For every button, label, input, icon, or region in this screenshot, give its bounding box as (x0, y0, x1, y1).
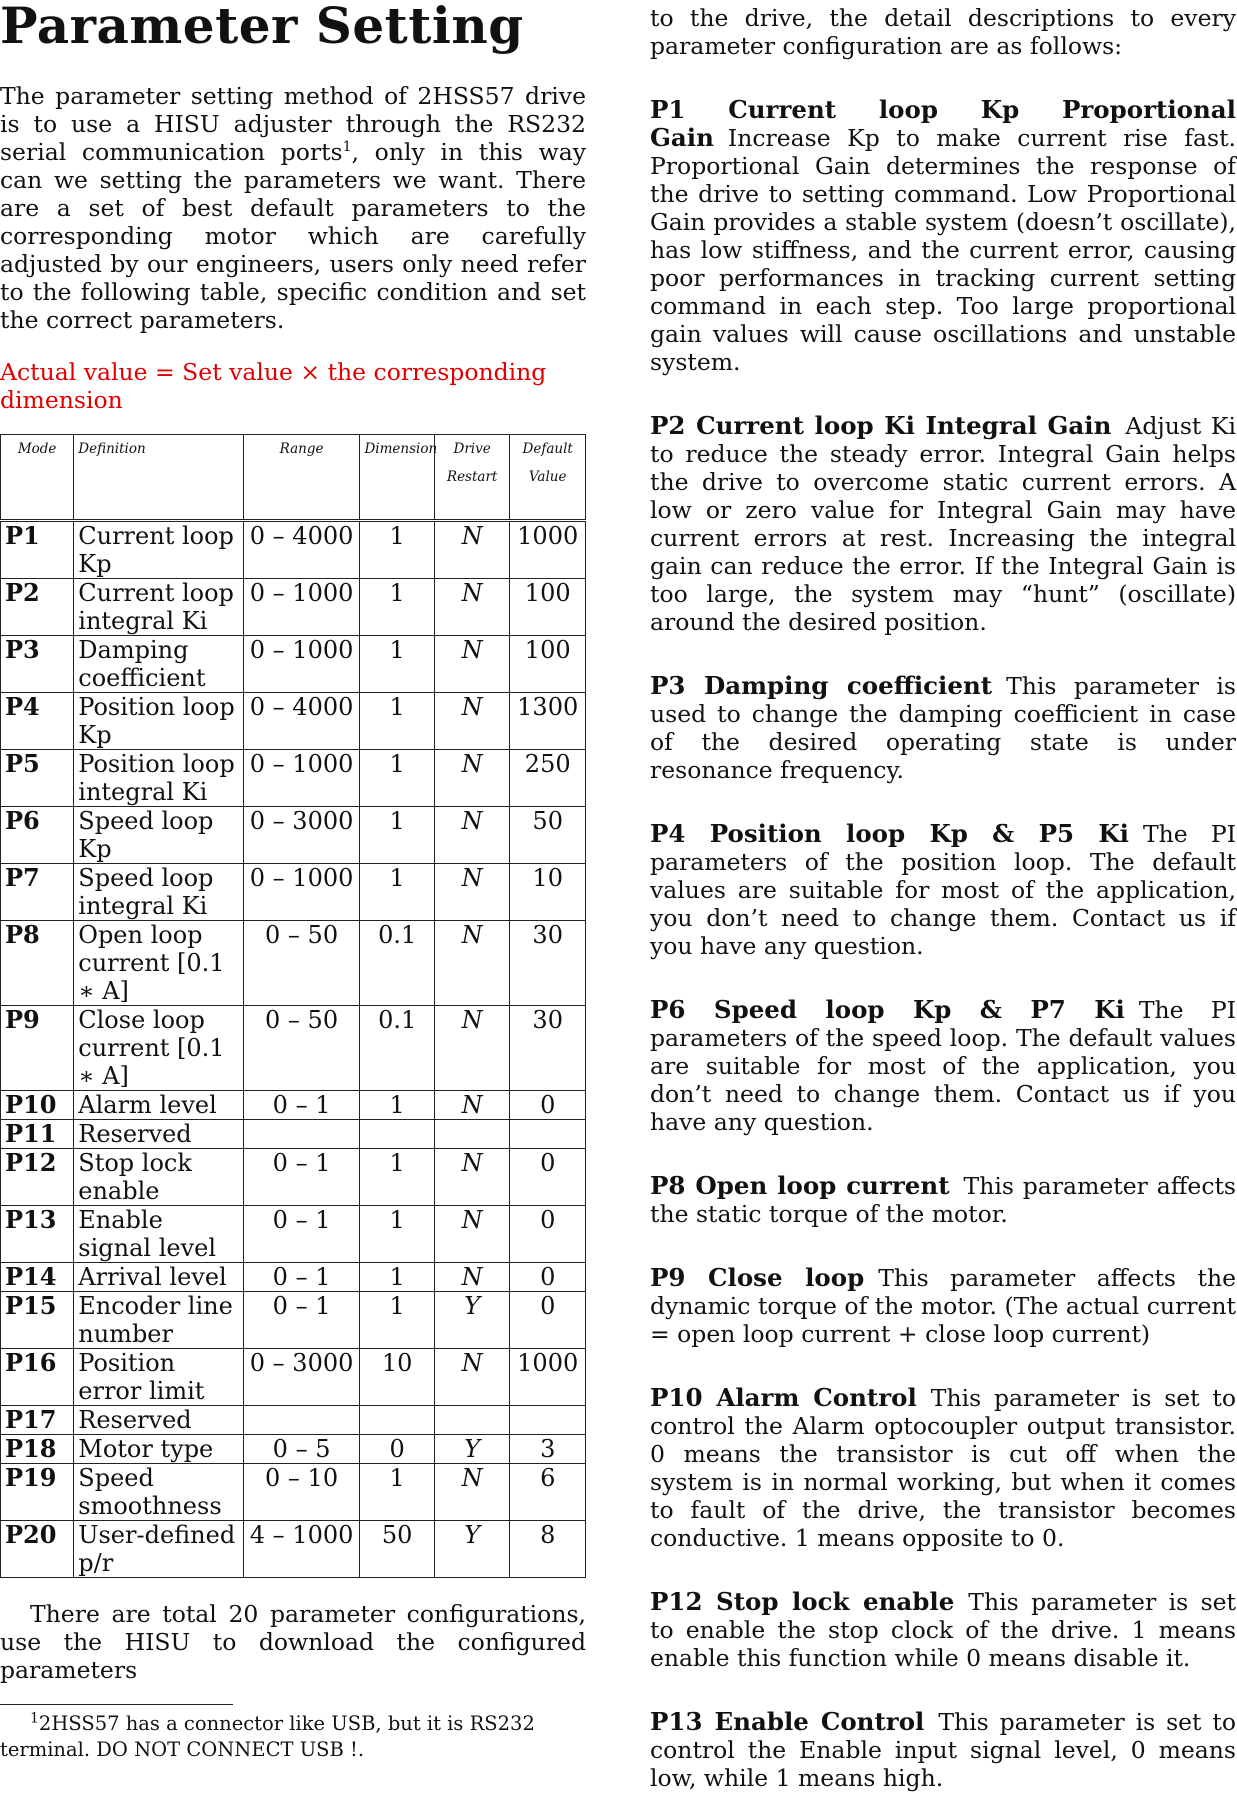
cell-default-value: 6 (510, 1464, 586, 1521)
table-row (1, 579, 586, 636)
table-row (1, 1406, 586, 1435)
cell-mode: P2 (1, 579, 74, 636)
parameter-description (650, 1384, 1236, 1552)
cell-definition: Encoder line number (74, 1292, 243, 1349)
cell-definition: Position error limit (74, 1349, 243, 1406)
cell-dimension: 1 (360, 864, 434, 921)
cell-dimension: 1 (360, 750, 434, 807)
table-row (1, 1120, 586, 1149)
cell-definition: Position loop integral Ki (74, 750, 243, 807)
cell-default-value: 250 (510, 750, 586, 807)
parameter-heading: P1 Current loop Kp Proportional Gain (650, 95, 1236, 152)
cell-mode: P16 (1, 1349, 74, 1406)
cell-range: 0 – 3000 (243, 807, 360, 864)
cell-definition: Arrival level (74, 1263, 243, 1292)
cell-dimension: 1 (360, 693, 434, 750)
cell-default-value: 0 (510, 1292, 586, 1349)
cell-drive-restart: Y (434, 1435, 510, 1464)
cell-dimension: 1 (360, 807, 434, 864)
table-row (1, 1091, 586, 1120)
footnote-ref: 1 (342, 139, 352, 156)
table-row (1, 636, 586, 693)
parameter-description (650, 996, 1236, 1136)
cell-drive-restart: N (434, 1349, 510, 1406)
cell-definition: Reserved (74, 1120, 243, 1149)
parameter-text: The PI parameters of the speed loop. The default values are suitable for most of the application, you don’t need to change them. Contact us if you have any question. (650, 996, 1236, 1136)
cell-range: 0 – 1000 (243, 864, 360, 921)
cell-definition: Speed loop integral Ki (74, 864, 243, 921)
cell-range: 0 – 50 (243, 921, 360, 1006)
cell-mode: P1 (1, 521, 74, 579)
cell-dimension: 0.1 (360, 1006, 434, 1091)
parameter-text: Adjust Ki to reduce the steady error. Integral Gain helps the drive to overcome static current errors. A low or zero value for Integral Gain may have current errors at rest. Increasing the integral gain can reduce the error. If the Integral Gain is too large, the system may “hunt” (oscillate) around the desired position. (650, 412, 1236, 636)
parameter-text: The PI parameters of the position loop. The default values are suitable for most of the application, you don’t need to change them. Contact us if you have any question. (650, 820, 1236, 960)
cell-mode: P10 (1, 1091, 74, 1120)
cell-definition: Alarm level (74, 1091, 243, 1120)
cell-default-value: 0 (510, 1206, 586, 1263)
intro-text-part1: The parameter setting method of 2HSS57 drive is to use a HISU adjuster through the RS232 serial communication ports (0, 82, 586, 166)
cell-drive-restart (434, 1406, 510, 1435)
parameter-descriptions (650, 96, 1236, 1792)
cell-range: 0 – 5 (243, 1435, 360, 1464)
cell-default-value: 10 (510, 864, 586, 921)
cell-range: 0 – 10 (243, 1464, 360, 1521)
cell-default-value: 30 (510, 921, 586, 1006)
right-intro: to the drive, the detail descriptions to every parameter configuration are as follows: (650, 4, 1236, 60)
table-row (1, 1206, 586, 1263)
table-row (1, 1263, 586, 1292)
parameter-text: This parameter is used to change the damping coefficient in case of the desired operating state is under resonance frequency. (650, 672, 1236, 784)
cell-default-value: 1300 (510, 693, 586, 750)
cell-mode: P5 (1, 750, 74, 807)
cell-range: 0 – 1 (243, 1206, 360, 1263)
cell-dimension: 0.1 (360, 921, 434, 1006)
cell-dimension: 1 (360, 1206, 434, 1263)
cell-range (243, 1120, 360, 1149)
parameter-heading: P2 Current loop Ki Integral Gain (650, 411, 1112, 440)
left-column (0, 0, 586, 1763)
parameter-text: This parameter affects the static torque of the motor. (650, 1172, 1236, 1228)
cell-range: 0 – 1000 (243, 750, 360, 807)
cell-default-value: 1000 (510, 521, 586, 579)
table-body (1, 521, 586, 1578)
cell-mode: P20 (1, 1521, 74, 1578)
cell-drive-restart: N (434, 579, 510, 636)
footnote (0, 1711, 586, 1763)
cell-mode: P15 (1, 1292, 74, 1349)
cell-mode: P13 (1, 1206, 74, 1263)
cell-dimension: 1 (360, 579, 434, 636)
parameter-heading: P4 Position loop Kp & P5 Ki (650, 819, 1129, 848)
table-row (1, 1006, 586, 1091)
cell-dimension: 0 (360, 1435, 434, 1464)
parameter-heading: P13 Enable Control (650, 1707, 925, 1736)
table-row (1, 521, 586, 579)
table-row (1, 750, 586, 807)
cell-mode: P17 (1, 1406, 74, 1435)
cell-range: 0 – 1 (243, 1091, 360, 1120)
cell-drive-restart: N (434, 864, 510, 921)
cell-definition: Reserved (74, 1406, 243, 1435)
cell-default-value: 3 (510, 1435, 586, 1464)
table-row (1, 693, 586, 750)
cell-definition: User-defined p/r (74, 1521, 243, 1578)
cell-range: 0 – 4000 (243, 521, 360, 579)
cell-drive-restart: N (434, 1149, 510, 1206)
cell-mode: P6 (1, 807, 74, 864)
header-range: Range (243, 435, 360, 521)
cell-range: 0 – 1000 (243, 579, 360, 636)
cell-default-value: 0 (510, 1091, 586, 1120)
cell-default-value: 0 (510, 1149, 586, 1206)
cell-mode: P7 (1, 864, 74, 921)
cell-mode: P18 (1, 1435, 74, 1464)
cell-drive-restart: N (434, 1464, 510, 1521)
table-row (1, 1464, 586, 1521)
header-default-value: Default Value (510, 435, 586, 521)
cell-dimension: 1 (360, 1292, 434, 1349)
header-dimension: Dimension (360, 435, 434, 521)
parameter-description (650, 1588, 1236, 1672)
cell-drive-restart: N (434, 921, 510, 1006)
cell-mode: P12 (1, 1149, 74, 1206)
cell-definition: Current loop Kp (74, 521, 243, 579)
cell-definition: Enable signal level (74, 1206, 243, 1263)
table-row (1, 1435, 586, 1464)
cell-range: 4 – 1000 (243, 1521, 360, 1578)
cell-mode: P3 (1, 636, 74, 693)
table-row (1, 1521, 586, 1578)
parameter-description (650, 1172, 1236, 1228)
table-row (1, 921, 586, 1006)
cell-dimension (360, 1406, 434, 1435)
parameter-description (650, 1264, 1236, 1348)
cell-definition: Close loop current [0.1 ∗ A] (74, 1006, 243, 1091)
footnote-mark: 1 (30, 1710, 39, 1727)
parameter-description (650, 1708, 1236, 1792)
cell-dimension: 50 (360, 1521, 434, 1578)
cell-drive-restart (434, 1120, 510, 1149)
table-row (1, 1349, 586, 1406)
cell-drive-restart: N (434, 750, 510, 807)
cell-dimension: 10 (360, 1349, 434, 1406)
cell-range: 0 – 50 (243, 1006, 360, 1091)
cell-range (243, 1406, 360, 1435)
actual-value-note: Actual value = Set value × the corresponding dimension (0, 358, 547, 414)
parameter-heading: P6 Speed loop Kp & P7 Ki (650, 995, 1125, 1024)
cell-drive-restart: Y (434, 1521, 510, 1578)
cell-range: 0 – 3000 (243, 1349, 360, 1406)
cell-definition: Motor type (74, 1435, 243, 1464)
cell-definition: Speed loop Kp (74, 807, 243, 864)
intro-paragraph (0, 82, 586, 334)
cell-dimension: 1 (360, 521, 434, 579)
parameter-text: This parameter affects the dynamic torque of the motor. (The actual current = open loop current + close loop current) (650, 1264, 1236, 1348)
table-row (1, 864, 586, 921)
cell-mode: P8 (1, 921, 74, 1006)
cell-range: 0 – 1000 (243, 636, 360, 693)
parameter-heading: P12 Stop lock enable (650, 1587, 955, 1616)
cell-drive-restart: N (434, 1206, 510, 1263)
cell-dimension: 1 (360, 636, 434, 693)
cell-definition: Speed smoothness (74, 1464, 243, 1521)
table-row (1, 807, 586, 864)
closing-paragraph: There are total 20 parameter configurations, use the HISU to download the configured parameters (0, 1600, 586, 1684)
header-drive-restart: Drive Restart (434, 435, 510, 521)
footnote-divider (0, 1704, 233, 1705)
right-column (650, 0, 1236, 1792)
cell-default-value: 100 (510, 579, 586, 636)
cell-mode: P4 (1, 693, 74, 750)
cell-definition: Stop lock enable (74, 1149, 243, 1206)
cell-definition: Position loop Kp (74, 693, 243, 750)
parameter-description (650, 96, 1236, 376)
parameter-text: This parameter is set to control the Alarm optocoupler output transistor. 0 means the transistor is cut off when the system is in normal working, but when it comes to fault of the drive, the transistor becomes conductive. 1 means opposite to 0. (650, 1384, 1236, 1552)
cell-default-value: 1000 (510, 1349, 586, 1406)
parameter-description (650, 412, 1236, 636)
cell-definition: Current loop integral Ki (74, 579, 243, 636)
parameter-description (650, 672, 1236, 784)
cell-drive-restart: N (434, 807, 510, 864)
cell-drive-restart: N (434, 636, 510, 693)
parameter-text: This parameter is set to enable the stop clock of the drive. 1 means enable this function while 0 means disable it. (650, 1588, 1237, 1672)
cell-default-value: 50 (510, 807, 586, 864)
parameter-text: This parameter is set to control the Enable input signal level, 0 means low, while 1 means high. (650, 1708, 1236, 1792)
parameter-heading: P8 Open loop current (650, 1171, 950, 1200)
cell-drive-restart: N (434, 693, 510, 750)
cell-drive-restart: N (434, 1091, 510, 1120)
cell-dimension: 1 (360, 1149, 434, 1206)
cell-mode: P11 (1, 1120, 74, 1149)
table-row (1, 1292, 586, 1349)
parameter-text: Increase Kp to make current rise fast. Proportional Gain determines the response of the drive to setting command. Low Proportional Gain provides a stable system (doesn’t oscillate), has low stiffness, and the current error, causing poor performances in tracking current setting command in each step. Too large proportional gain values will cause oscillations and unstable system. (650, 124, 1236, 376)
parameter-heading: P3 Damping coefficient (650, 671, 993, 700)
cell-dimension: 1 (360, 1263, 434, 1292)
cell-definition: Open loop current [0.1 ∗ A] (74, 921, 243, 1006)
cell-range: 0 – 1 (243, 1263, 360, 1292)
cell-drive-restart: N (434, 1263, 510, 1292)
header-definition: Definition (74, 435, 243, 521)
cell-definition: Damping coefficient (74, 636, 243, 693)
cell-drive-restart: N (434, 521, 510, 579)
cell-dimension: 1 (360, 1091, 434, 1120)
page-title: Parameter Setting (0, 0, 524, 55)
footnote-text: 2HSS57 has a connector like USB, but it is RS232 terminal. DO NOT CONNECT USB !. (0, 1712, 535, 1761)
table-row (1, 1149, 586, 1206)
cell-range: 0 – 1 (243, 1292, 360, 1349)
cell-default-value (510, 1406, 586, 1435)
parameter-description (650, 820, 1236, 960)
cell-default-value: 30 (510, 1006, 586, 1091)
cell-default-value: 100 (510, 636, 586, 693)
cell-range: 0 – 4000 (243, 693, 360, 750)
parameter-heading: P9 Close loop (650, 1263, 865, 1292)
cell-mode: P19 (1, 1464, 74, 1521)
header-mode: Mode (1, 435, 74, 521)
cell-mode: P14 (1, 1263, 74, 1292)
cell-dimension (360, 1120, 434, 1149)
parameter-table (0, 434, 586, 1578)
cell-mode: P9 (1, 1006, 74, 1091)
cell-default-value (510, 1120, 586, 1149)
table-header-row (1, 435, 586, 521)
intro-text-part2: , only in this way can we setting the parameters we want. There are a set of best default parameters to the corresponding motor which are carefully adjusted by our engineers, users only need refer to the following table, specific condition and set the correct parameters. (0, 138, 586, 334)
cell-range: 0 – 1 (243, 1149, 360, 1206)
cell-default-value: 0 (510, 1263, 586, 1292)
cell-dimension: 1 (360, 1464, 434, 1521)
cell-drive-restart: N (434, 1006, 510, 1091)
cell-default-value: 8 (510, 1521, 586, 1578)
cell-drive-restart: Y (434, 1292, 510, 1349)
parameter-heading: P10 Alarm Control (650, 1383, 917, 1412)
